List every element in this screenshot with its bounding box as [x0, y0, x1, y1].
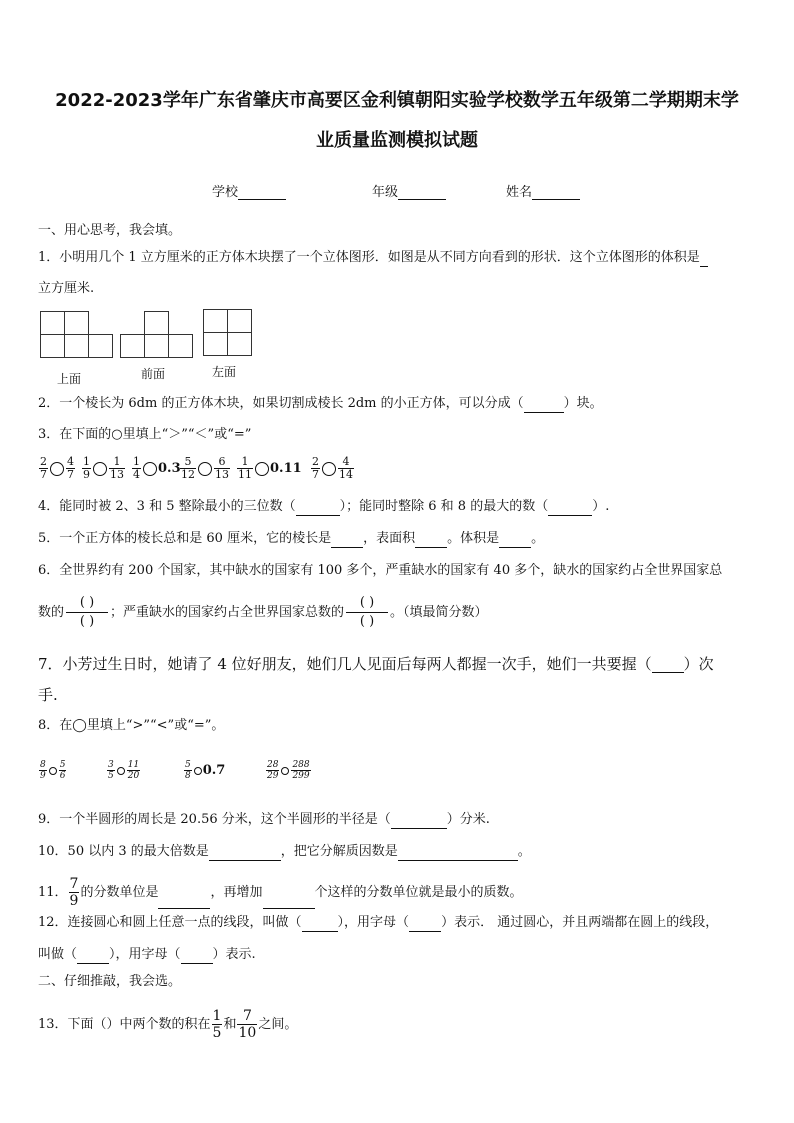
page-title-line1: 2022-2023学年广东省肇庆市高要区金利镇朝阳实验学校数学五年级第二学期期末学 [55, 90, 739, 111]
left-fraction: $\frac{1}{11}$ [238, 455, 252, 481]
compare-circle[interactable] [198, 462, 212, 476]
q10-text-b: ，把它分解质因数是 [280, 844, 398, 859]
q10-text-c: 。 [517, 844, 531, 859]
left-fraction: $\frac{2}{7}$ [40, 455, 47, 481]
q11 [38, 876, 523, 909]
q5-text-b: ，表面积 [363, 531, 416, 546]
right-fraction: $\frac{11}{20}$ [127, 760, 140, 781]
q6-fraction-blank-1[interactable]: $\frac{( )}{( )}$ [66, 594, 108, 631]
compare-circle[interactable] [50, 462, 64, 476]
left-fraction: $\frac{28}{29}$ [267, 760, 279, 781]
q11-text-d: 个这样的分数单位就是最小的质数。 [314, 885, 523, 900]
q4-text-b: ）；能同时整除 6 和 8 的最大的数（ [339, 499, 549, 514]
compare-circle[interactable] [281, 767, 289, 775]
right-fraction: $\frac{4}{7}$ [67, 455, 74, 481]
q12-line1 [38, 914, 718, 932]
q13-fraction-2: $\frac{7}{10}$ [238, 1008, 257, 1041]
q3-item [236, 456, 302, 481]
q12-blank-1[interactable] [302, 919, 338, 932]
q12-text-f: ）表示. [212, 947, 256, 962]
q1-text: 1．小明用几个 1 立方厘米的正方体木块摆了一个立体图形．如图是从不同方向看到的形状．这个立体图形的体积是 [38, 250, 700, 265]
left-fraction: $\frac{2}{7}$ [312, 455, 319, 481]
q8-text: 8．在◯里填上“>”“<”或“=”。 [38, 718, 225, 733]
q5-text-a: 5．一个正方体的棱长总和是 60 厘米，它的棱长是 [38, 531, 332, 546]
q7-line2: 手. [38, 686, 58, 704]
q4-text-c: ）. [592, 499, 610, 514]
q8-item [106, 760, 141, 781]
compare-circle[interactable] [322, 462, 336, 476]
left-fraction: $\frac{3}{5}$ [108, 760, 114, 781]
q4-text-a: 4．能同时被 2、3 和 5 整除最小的三位数（ [38, 499, 296, 514]
right-value: 0.3 [158, 461, 181, 476]
q7-line1 [38, 655, 714, 673]
right-value: 0.11 [270, 461, 302, 476]
left-fraction: $\frac{5}{12}$ [181, 455, 195, 481]
q3-text: 3．在下面的○里填上“＞”“＜”或“=” [38, 427, 252, 442]
right-fraction: $\frac{1}{13}$ [110, 455, 124, 481]
compare-circle[interactable] [117, 767, 125, 775]
q5 [38, 530, 544, 548]
view-label-left: 左面 [212, 365, 237, 379]
q9-text-b: ）分米. [446, 812, 490, 827]
q4 [38, 498, 609, 516]
q5-blank-1[interactable] [331, 535, 363, 548]
section1-heading: 一、用心思考，我会填。 [38, 223, 182, 238]
q12-text-c: ）表示． 通过圆心，并且两端都在圆上的线段， [441, 915, 719, 930]
compare-circle[interactable] [49, 767, 57, 775]
q12-line2 [38, 946, 256, 964]
q11-blank-2[interactable] [263, 896, 315, 909]
q5-blank-2[interactable] [415, 535, 447, 548]
left-fraction: $\frac{8}{9}$ [40, 760, 46, 781]
q13-fraction-1: $\frac{1}{5}$ [212, 1008, 222, 1041]
compare-circle[interactable] [93, 462, 107, 476]
q11-text-a: 11． [38, 885, 68, 900]
q2-blank[interactable] [524, 400, 564, 413]
q7-text-b: ）次 [683, 655, 714, 673]
q11-fraction: $\frac{7}{9}$ [69, 876, 79, 909]
right-fraction: $\frac{4}{14}$ [339, 455, 353, 481]
q12-blank-4[interactable] [181, 951, 213, 964]
q10-blank-1[interactable] [209, 848, 281, 861]
q13 [38, 1008, 297, 1041]
right-fraction: $\frac{288}{299}$ [292, 760, 310, 781]
left-fraction: $\frac{1}{4}$ [133, 455, 140, 481]
right-fraction: $\frac{6}{13}$ [215, 455, 229, 481]
q2-text-a: 2．一个棱长为 6dm 的正方体木块，如果切割成棱长 2dm 的小正方体，可以分成（ [38, 396, 524, 411]
q7-text-a: 7．小芳过生日时，她请了 4 位好朋友，她们几人见面后每两人都握一次手，她们一共要握（ [38, 655, 652, 673]
q12-blank-3[interactable] [77, 951, 109, 964]
q8-item [183, 760, 225, 781]
q5-text-d: 。 [531, 531, 545, 546]
compare-circle[interactable] [255, 462, 269, 476]
q7-blank[interactable] [652, 660, 684, 673]
q3-item [131, 456, 181, 481]
grade-blank[interactable] [398, 186, 446, 200]
name-label: 姓名 [506, 185, 533, 200]
q13-text-a: 13．下面（）中两个数的积在 [38, 1017, 211, 1032]
q8-item [265, 760, 312, 781]
left-fraction: $\frac{1}{9}$ [83, 455, 90, 481]
q8-item [38, 760, 67, 781]
q3-item [38, 456, 76, 481]
name-blank[interactable] [532, 186, 580, 200]
q12-blank-2[interactable] [409, 919, 441, 932]
grade-label: 年级 [372, 185, 399, 200]
q6-text-b: ；严重缺水的国家约占全世界国家总数的 [110, 605, 345, 620]
q11-blank-1[interactable] [158, 896, 210, 909]
name-field [506, 181, 580, 200]
school-label: 学校 [212, 185, 239, 200]
q1-line1 [38, 249, 708, 267]
compare-circle[interactable] [194, 767, 202, 775]
q3-item [179, 456, 231, 481]
q9-blank[interactable] [391, 816, 447, 829]
q12-text-a: 12．连接圆心和圆上任意一点的线段，叫做（ [38, 915, 302, 930]
right-fraction: $\frac{5}{6}$ [59, 760, 66, 781]
q4-blank-2[interactable] [548, 503, 592, 516]
q5-blank-3[interactable] [499, 535, 531, 548]
q13-text-c: 之间。 [258, 1017, 298, 1032]
q6-fraction-blank-2[interactable]: $\frac{( )}{( )}$ [346, 594, 388, 631]
right-value: 0.7 [202, 763, 226, 778]
q6-text-c: 。（填最简分数） [390, 605, 488, 620]
left-fraction: $\frac{5}{8}$ [185, 760, 191, 781]
q4-blank-1[interactable] [296, 503, 340, 516]
q3-item [81, 456, 126, 481]
q12-text-d: 叫做（ [38, 947, 78, 962]
q5-text-c: 。体积是 [447, 531, 500, 546]
q2 [38, 395, 603, 413]
q10-blank-2[interactable] [398, 848, 518, 861]
q9-text-a: 9．一个半圆形的周长是 20.56 分米，这个半圆形的半径是（ [38, 812, 391, 827]
q11-text-b: 的分数单位是 [80, 885, 159, 900]
page-title-line2: 业质量监测模拟试题 [316, 130, 478, 151]
q3-item [310, 456, 355, 481]
q6-text-a: 数的 [38, 605, 65, 620]
q11-text-c: ，再增加 [210, 885, 263, 900]
q2-text-b: ）块。 [563, 396, 603, 411]
q1-blank[interactable] [700, 254, 708, 267]
q12-text-b: ），用字母（ [337, 915, 410, 930]
q10-text-a: 10．50 以内 3 的最大倍数是 [38, 844, 209, 859]
q10 [38, 843, 531, 861]
section2-heading: 二、仔细推敲，我会选。 [38, 974, 182, 989]
view-label-top: 上面 [57, 372, 82, 386]
q12-text-e: ），用字母（ [109, 947, 181, 962]
q9 [38, 811, 490, 829]
school-blank[interactable] [238, 186, 286, 200]
grade-field [372, 181, 446, 200]
compare-circle[interactable] [143, 462, 157, 476]
q13-text-b: 和 [223, 1017, 237, 1032]
school-field [212, 181, 286, 200]
q1-line2: 立方厘米. [38, 281, 95, 296]
q6-line1: 6．全世界约有 200 个国家，其中缺水的国家有 100 多个，严重缺水的国家有 40 多个，缺水的国家约占全世界国家总 [38, 563, 723, 578]
view-label-front: 前面 [141, 367, 166, 381]
q6-line2 [38, 594, 488, 631]
